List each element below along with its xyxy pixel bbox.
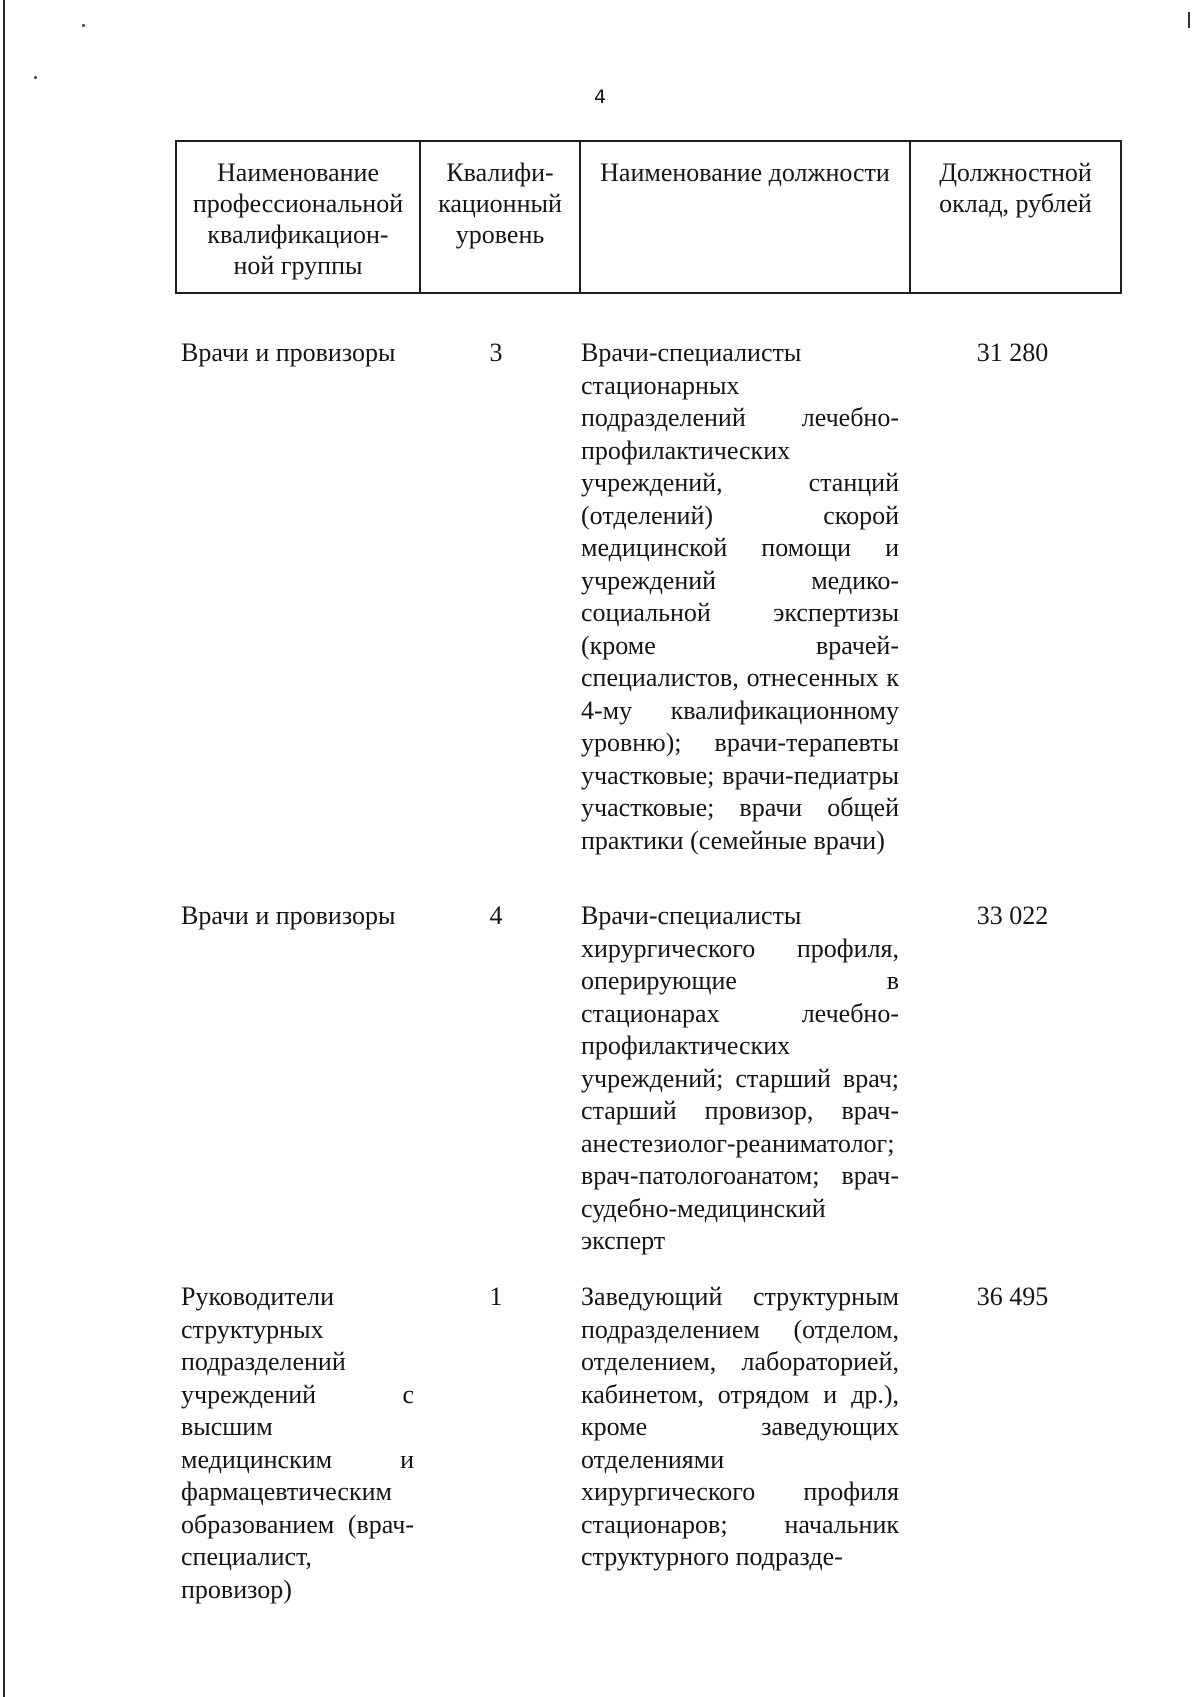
row-group-name: Руководители структурных подразделений учреждений с высшим медицинским и фармацевтическим образованием (врач-специалист, провизор) bbox=[181, 1282, 414, 1604]
scan-left-edge bbox=[3, 0, 5, 1697]
header-salary-text: Должностной оклад, рублей bbox=[939, 158, 1092, 218]
row-salary: 33 022 bbox=[976, 901, 1049, 930]
header-position-name: Наименование должности bbox=[580, 141, 910, 293]
row-qualification-level: 4 bbox=[489, 901, 503, 930]
scan-speck bbox=[34, 76, 37, 79]
row-positions: Врачи-специалисты хирургического профиля, оперирующие в стационарах лечебно-профилактических учреждений; старший врач; старший провизор, врач-анестезиолог-реаниматолог; врач-патологоанатом; врач-судебно-медицинский эксперт bbox=[581, 901, 899, 1255]
header-group-name-text: Наименование профессиональной квалификацион- ной группы bbox=[192, 158, 404, 280]
row-qualification-level: 1 bbox=[489, 1282, 503, 1311]
row-qualification-level: 3 bbox=[489, 338, 503, 367]
table-header bbox=[175, 140, 1122, 294]
row-group-name: Врачи и провизоры bbox=[181, 901, 396, 930]
scan-right-mark bbox=[1188, 12, 1190, 28]
row-salary: 31 280 bbox=[976, 338, 1049, 367]
row-positions: Врачи-специалисты стационарных подразделений лечебно-профилактических учреждений, станций (отделений) скорой медицинской помощи и учреждений медико-социальной экспертизы (кроме врачей-специалистов, отнесенных к 4-му квалификационному уровню); врачи-терапевты участковые; врачи-педиатры участковые; врачи общей практики (семейные врачи) bbox=[581, 338, 899, 855]
header-qualification-level bbox=[420, 141, 580, 293]
header-salary bbox=[910, 141, 1121, 293]
row-salary: 36 495 bbox=[976, 1282, 1049, 1311]
scan-speck bbox=[82, 24, 85, 27]
page-number: 4 bbox=[593, 86, 607, 108]
header-qualification-level-text: Квалифи- кационный уровень bbox=[438, 158, 562, 249]
row-positions: Заведующий структурным подразделением (отделом, отделением, лабораторией, кабинетом, отрядом и др.), кроме заведующих отделениями хирургического профиля стационаров; начальник структурного подразде- bbox=[581, 1282, 899, 1571]
row-group-name: Врачи и провизоры bbox=[181, 338, 396, 367]
header-group-name bbox=[176, 141, 420, 293]
